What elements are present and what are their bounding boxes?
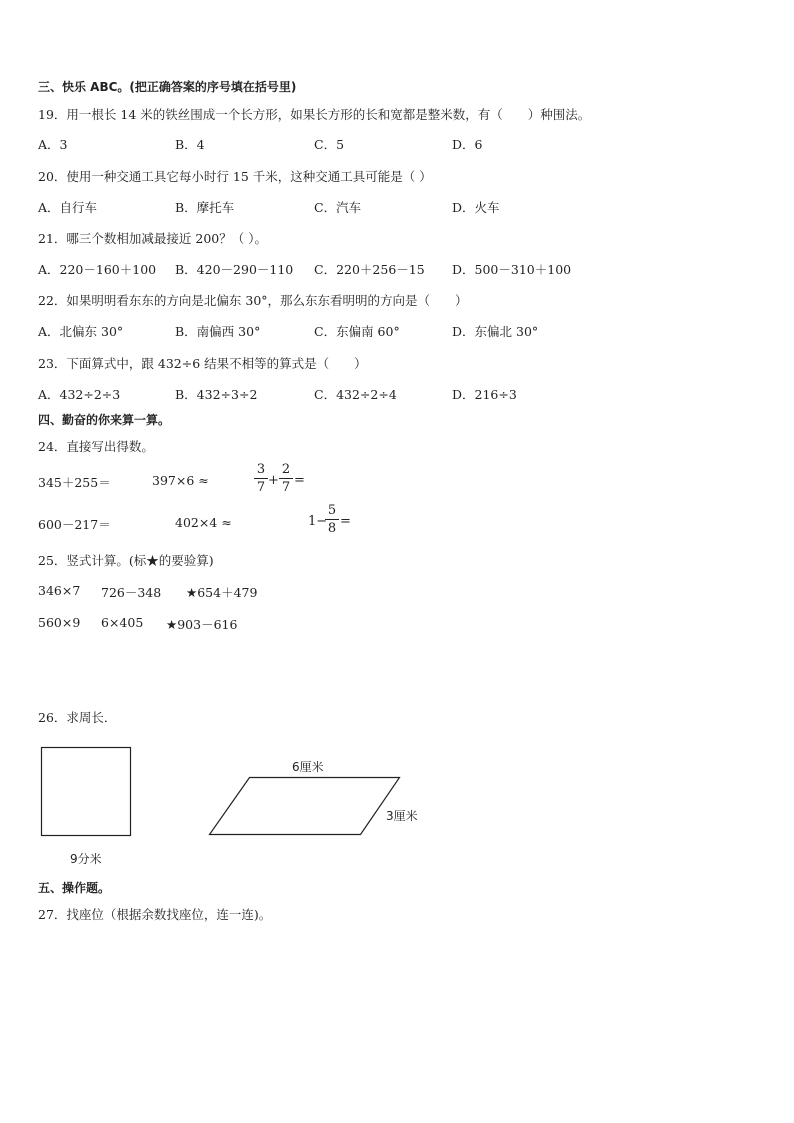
plus-sign: + (268, 473, 279, 488)
equals-sign: = (340, 514, 351, 529)
vertical-calc-item: 726－348 (101, 585, 162, 600)
question-22-stem: 22．如果明明看东东的方向是北偏东 30°，那么东东看明明的方向是（ ） (38, 293, 468, 308)
option-d: D．东偏北 30° (452, 324, 539, 339)
numerator: 5 (327, 503, 337, 518)
parallelogram-top-label: 6厘米 (292, 760, 324, 774)
section-5-heading: 五、操作题。 (38, 881, 111, 895)
question-21-stem: 21．哪三个数相加减最接近 200？（ ）。 (38, 231, 267, 246)
option-b: B．摩托车 (175, 200, 235, 215)
square-shape (42, 748, 131, 836)
question-20-stem: 20．使用一种交通工具它每小时行 15 千米，这种交通工具可能是（ ） (38, 169, 432, 184)
square-side-label: 9分米 (70, 852, 102, 866)
calc-item: 600－217＝ (38, 517, 111, 532)
option-b: B．420－290－110 (175, 262, 294, 277)
question-27-stem: 27．找座位（根据余数找座位，连一连)。 (38, 907, 272, 922)
denominator: 7 (256, 480, 266, 495)
question-19-stem: 19．用一根长 14 米的铁丝围成一个长方形，如果长方形的长和宽都是整米数，有（ ）种围法。 (38, 107, 591, 122)
question-26-stem: 26．求周长． (38, 710, 117, 725)
option-c: C．东偏南 60° (314, 324, 400, 339)
one-minus: 1− (308, 514, 328, 529)
option-c: C．汽车 (314, 200, 362, 215)
vertical-calc-item: ★654＋479 (186, 585, 258, 600)
section-3-heading: 三、快乐 ABC。(把正确答案的序号填在括号里) (38, 80, 297, 94)
vertical-calc-item: 560×9 (38, 615, 81, 630)
parallelogram-side-label: 3厘米 (386, 809, 418, 823)
option-c: C．220＋256－15 (314, 262, 425, 277)
option-b: B．南偏西 30° (175, 324, 261, 339)
numerator: 2 (281, 462, 291, 477)
question-25-stem: 25．竖式计算。(标★的要验算) (38, 553, 214, 568)
vertical-calc-item: 346×7 (38, 583, 81, 598)
calc-item: 402×4 ≈ (175, 515, 232, 530)
option-a: A．3 (38, 137, 68, 152)
denominator: 7 (281, 480, 291, 495)
calc-item: 345＋255＝ (38, 475, 111, 490)
option-d: D．500－310＋100 (452, 262, 572, 277)
vertical-calc-item: ★903－616 (166, 617, 238, 632)
equals-sign: = (294, 473, 305, 488)
option-b: B．432÷3÷2 (175, 387, 258, 402)
calc-item: 397×6 ≈ (152, 473, 209, 488)
section-4-heading: 四、勤奋的你来算一算。 (38, 413, 171, 427)
numerator: 3 (256, 462, 266, 477)
parallelogram-shape (210, 778, 400, 835)
question-23-stem: 23．下面算式中，跟 432÷6 结果不相等的算式是（ ） (38, 356, 367, 371)
vertical-calc-item: 6×405 (101, 615, 144, 630)
option-b: B．4 (175, 137, 205, 152)
option-d: D．216÷3 (452, 387, 517, 402)
option-a: A．北偏东 30° (38, 324, 124, 339)
option-a: A．432÷2÷3 (38, 387, 121, 402)
option-a: A．自行车 (38, 200, 98, 215)
option-a: A．220－160＋100 (38, 262, 157, 277)
option-d: D．6 (452, 137, 483, 152)
denominator: 8 (327, 521, 337, 536)
question-24-stem: 24．直接写出得数。 (38, 439, 154, 454)
option-c: C．5 (314, 137, 345, 152)
option-d: D．火车 (452, 200, 500, 215)
option-c: C．432÷2÷4 (314, 387, 397, 402)
